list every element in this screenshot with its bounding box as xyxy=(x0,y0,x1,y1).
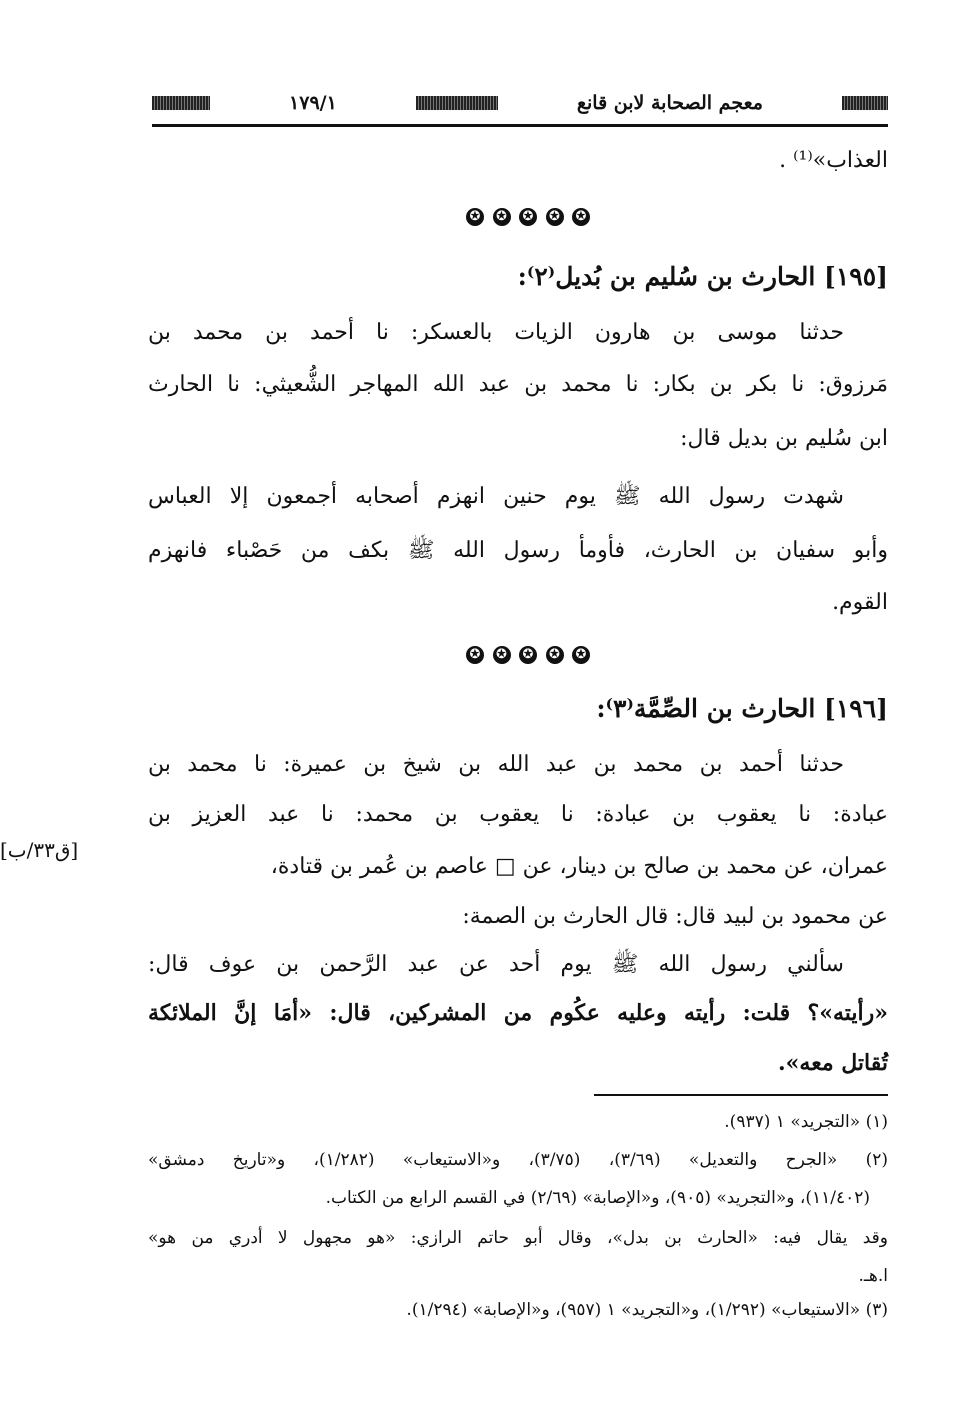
isnad-line: مَرزوق: نا بكر بن بكار: نا محمد بن عبد الله المهاجر الشُّعيثي: نا الحارث xyxy=(148,372,888,397)
matn-line: تُقاتل معه». xyxy=(778,1050,888,1076)
section-separator xyxy=(466,646,590,664)
star-icon: ✪ xyxy=(466,646,484,664)
header-rule xyxy=(152,124,888,127)
star-icon: ✪ xyxy=(546,646,564,664)
entry-heading-195: [١٩٥] الحارث بن سُليم بن بُديل⁽٢⁾: xyxy=(517,262,888,291)
matn-line: شهدت رسول الله ﷺ يوم حنين انهزم أصحابه أجمعون إلا العباس xyxy=(148,484,844,509)
continuation-line: العذاب»⁽¹⁾ . xyxy=(779,148,888,173)
matn-line: وأبو سفيان بن الحارث، فأومأ رسول الله ﷺ بكف من حَصْباء فانهزم xyxy=(148,538,888,563)
star-icon: ✪ xyxy=(572,208,590,226)
header-ornament-left xyxy=(152,96,210,110)
footnote-2-line: (١١/٤٠٢)، و«التجريد» (٩٠٥)، و«الإصابة» (٢/٦٩) في القسم الرابع من الكتاب. xyxy=(325,1188,870,1208)
footnote-3: (٣) «الاستيعاب» (١/٢٩٢)، و«التجريد» ١ (٩٥٧)، و«الإصابة» (١/٢٩٤). xyxy=(406,1300,888,1320)
matn-line: «رأيته»؟ قلت: رأيته وعليه عكُوم من المشركين، قال: «أمَا إنَّ الملائكة xyxy=(148,1000,888,1026)
manuscript-folio-marker: [ق٣٣/ب] xyxy=(0,838,79,862)
footnote-1: (١) «التجريد» ١ (٩٣٧). xyxy=(724,1112,888,1132)
header-page-number: ١٧٩/١ xyxy=(289,92,337,114)
star-icon: ✪ xyxy=(466,208,484,226)
footnote-2-line: ا.هـ. xyxy=(858,1266,888,1286)
isnad-line: عن محمود بن لبيد قال: قال الحارث بن الصمة: xyxy=(462,904,888,929)
footnote-rule xyxy=(594,1094,888,1096)
star-icon: ✪ xyxy=(572,646,590,664)
entry-heading-196: [١٩٦] الحارث بن الصِّمَّة⁽٣⁾: xyxy=(596,694,888,723)
isnad-line: عمران، عن محمد بن صالح بن دينار، عن □ عاصم بن عُمر بن قتادة، xyxy=(270,854,888,879)
footnote-2-line: وقد يقال فيه: «الحارث بن بدل»، وقال أبو حاتم الرازي: «هو مجهول لا أدري من هو» xyxy=(148,1228,888,1248)
isnad-line: حدثنا أحمد بن محمد بن عبد الله بن شيخ بن عميرة: نا محمد بن xyxy=(148,752,844,777)
isnad-line: حدثنا موسى بن هارون الزيات بالعسكر: نا أحمد بن محمد بن xyxy=(148,320,844,345)
star-icon: ✪ xyxy=(519,646,537,664)
star-icon: ✪ xyxy=(493,646,511,664)
isnad-line: ابن سُليم بن بديل قال: xyxy=(680,426,888,451)
star-icon: ✪ xyxy=(546,208,564,226)
header-title: معجم الصحابة لابن قانع xyxy=(576,92,763,114)
matn-line: القوم. xyxy=(832,590,888,615)
star-icon: ✪ xyxy=(519,208,537,226)
footnote-2-line: (٢) «الجرح والتعديل» (٣/٦٩)، (٣/٧٥)، و«الاستيعاب» (١/٢٨٢)، و«تاريخ دمشق» xyxy=(148,1150,888,1170)
running-header xyxy=(152,88,888,118)
isnad-line: عبادة: نا يعقوب بن عبادة: نا يعقوب بن محمد: نا عبد العزيز بن xyxy=(148,802,888,827)
star-icon: ✪ xyxy=(493,208,511,226)
header-ornament-middle xyxy=(416,96,498,110)
section-separator xyxy=(466,208,590,226)
matn-line: سألني رسول الله ﷺ يوم أحد عن عبد الرَّحمن بن عوف قال: xyxy=(148,952,844,977)
header-ornament-right xyxy=(842,96,888,110)
